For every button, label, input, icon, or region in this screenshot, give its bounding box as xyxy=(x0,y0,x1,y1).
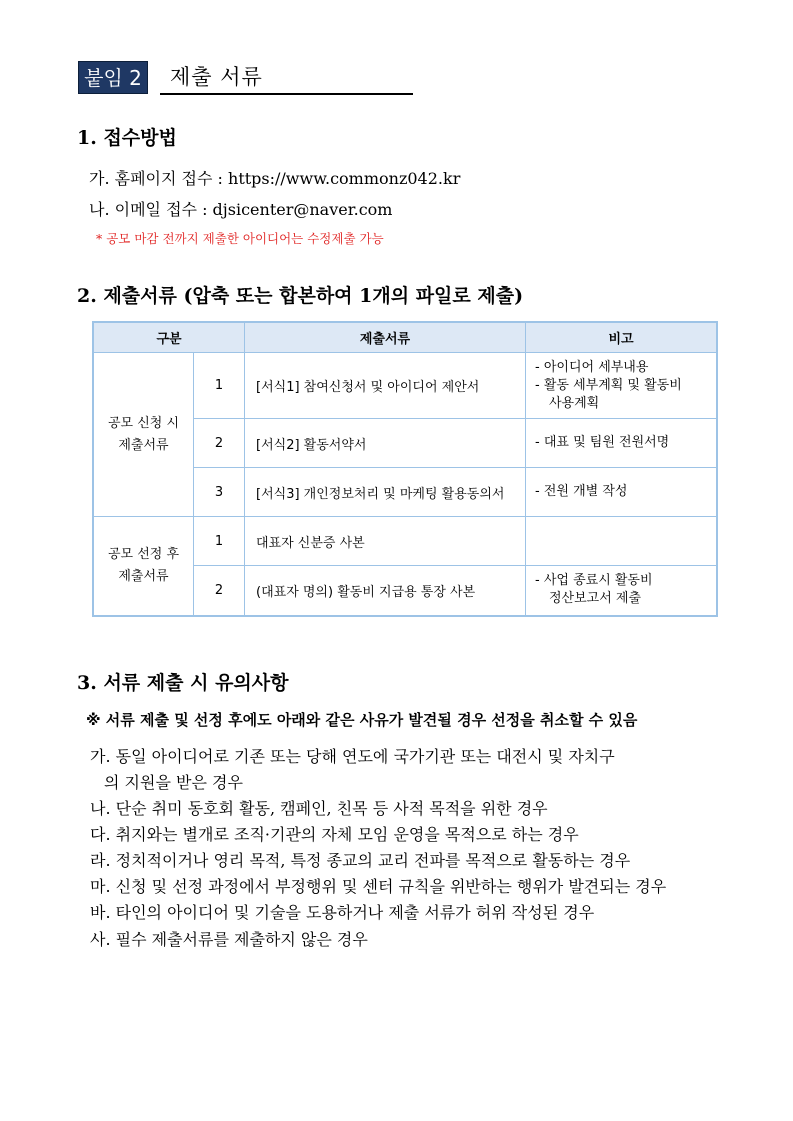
remark-line: - 사업 종료시 활동비 xyxy=(535,573,653,589)
category-line: 공모 선정 후 xyxy=(107,546,180,562)
category-line: 제출서류 xyxy=(118,568,169,584)
remark-line: - 활동 세부계획 및 활동비 xyxy=(535,377,682,393)
reason-item: 마. 신청 및 선정 과정에서 부정행위 및 센터 규칙을 위반하는 행위가 발견되는 경우 xyxy=(90,877,667,896)
category-line: 공모 신청 시 xyxy=(107,415,180,431)
cancellation-warning: ※ 서류 제출 및 선정 후에도 아래와 같은 사유가 발견될 경우 선정을 취소할 수 있음 xyxy=(86,711,638,729)
revision-note: * 공모 마감 전까지 제출한 아이디어는 수정제출 가능 xyxy=(96,231,384,246)
document-name: (대표자 명의) 활동비 지급용 통장 사본 xyxy=(245,566,526,616)
row-number: 2 xyxy=(194,566,245,616)
row-number: 1 xyxy=(194,353,245,419)
category-line: 제출서류 xyxy=(118,437,169,453)
remark-line: - 전원 개별 작성 xyxy=(535,484,628,499)
table-row xyxy=(93,353,717,419)
reason-item: 바. 타인의 아이디어 및 기술을 도용하거나 제출 서류가 허위 작성된 경우 xyxy=(90,903,595,922)
table-row xyxy=(93,517,717,566)
remark-cell xyxy=(526,419,718,468)
document-name: 대표자 신분증 사본 xyxy=(245,517,526,566)
remark-cell xyxy=(526,566,718,616)
remark-cell xyxy=(526,353,718,419)
document-title: 제출 서류 xyxy=(170,65,263,89)
section-1-heading: 1. 접수방법 xyxy=(77,127,177,149)
reason-item: 라. 정치적이거나 영리 목적, 특정 종교의 교리 전파를 목적으로 활동하는 경우 xyxy=(90,851,631,870)
category-cell xyxy=(93,517,194,616)
reason-item: 가. 동일 아이디어로 기존 또는 당해 연도에 국가기관 또는 대전시 및 자치구 xyxy=(90,747,615,766)
table-header-row xyxy=(93,322,717,353)
reason-item: 사. 필수 제출서류를 제출하지 않은 경우 xyxy=(90,930,368,949)
reason-item: 다. 취지와는 별개로 조직·기관의 자체 모임 운영을 목적으로 하는 경우 xyxy=(90,825,579,844)
header-category: 구분 xyxy=(93,322,245,353)
remark-line: - 아이디어 세부내용 xyxy=(535,359,649,375)
attachment-badge: 붙임 2 xyxy=(78,61,148,94)
remark-line: - 대표 및 팀원 전원서명 xyxy=(535,435,670,450)
section-3-heading: 3. 서류 제출 시 유의사항 xyxy=(77,672,289,694)
section-2-heading: 2. 제출서류 (압축 또는 합본하여 1개의 파일로 제출) xyxy=(77,285,524,307)
reason-item: 나. 단순 취미 동호회 활동, 캠페인, 친목 등 사적 목적을 위한 경우 xyxy=(90,799,548,818)
document-name: [서식2] 활동서약서 xyxy=(245,419,526,468)
row-number: 1 xyxy=(194,517,245,566)
homepage-submission-line: 가. 홈페이지 접수 : https://www.commonz042.kr xyxy=(89,169,461,188)
reason-item-continued: 의 지원을 받은 경우 xyxy=(104,773,243,792)
header-documents: 제출서류 xyxy=(245,322,526,353)
document-name: [서식1] 참여신청서 및 아이디어 제안서 xyxy=(245,353,526,419)
remark-line: 정산보고서 제출 xyxy=(549,591,642,607)
title-underline xyxy=(160,93,413,95)
category-cell xyxy=(93,353,194,517)
document-name: [서식3] 개인정보처리 및 마케팅 활용동의서 xyxy=(245,468,526,517)
row-number: 2 xyxy=(194,419,245,468)
email-submission-line: 나. 이메일 접수 : djsicenter@naver.com xyxy=(89,200,393,219)
remark-line: 사용계획 xyxy=(549,395,600,411)
row-number: 3 xyxy=(194,468,245,517)
remark-cell xyxy=(526,517,718,566)
remark-cell xyxy=(526,468,718,517)
submission-documents-table xyxy=(92,321,718,617)
header-remarks: 비고 xyxy=(526,322,718,353)
